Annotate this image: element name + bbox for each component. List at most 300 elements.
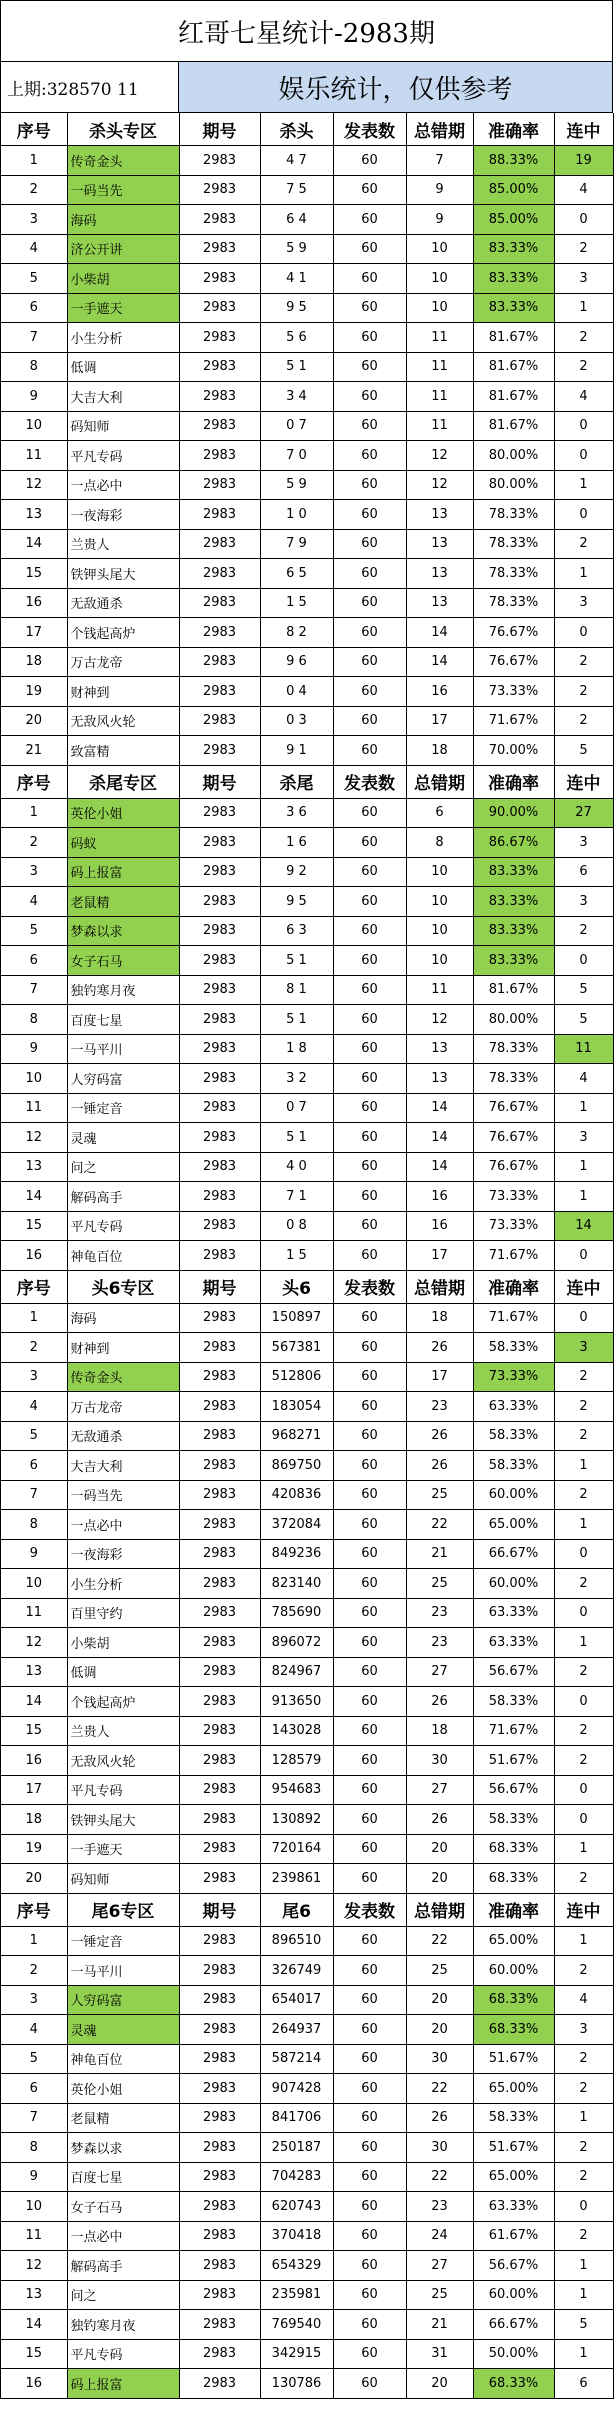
cell-count: 60 [333, 1362, 406, 1392]
cell-pick: 6 3 [260, 916, 333, 946]
cell-name: 问之 [67, 1152, 179, 1182]
cell-name: 小生分析 [67, 323, 179, 353]
cell-pick: 654329 [260, 2251, 333, 2281]
cell-count: 60 [333, 1687, 406, 1717]
cell-misses: 14 [406, 1093, 473, 1123]
cell-count: 60 [333, 2280, 406, 2310]
cell-issue: 2983 [179, 1152, 260, 1182]
cell-pick: 1 0 [260, 500, 333, 530]
cell-streak: 5 [554, 736, 613, 766]
cell-streak: 0 [554, 1805, 613, 1835]
cell-pick: 1 5 [260, 1241, 333, 1271]
cell-count: 60 [333, 828, 406, 858]
cell-index: 2 [1, 175, 67, 205]
cell-pick: 150897 [260, 1303, 333, 1333]
cell-name: 问之 [67, 2280, 179, 2310]
cell-count: 60 [333, 887, 406, 917]
cell-count: 60 [333, 234, 406, 264]
cell-issue: 2983 [179, 2280, 260, 2310]
cell-streak: 1 [554, 1510, 613, 1540]
cell-index: 3 [1, 1362, 67, 1392]
cell-issue: 2983 [179, 1005, 260, 1035]
cell-name: 百度七星 [67, 2162, 179, 2192]
column-header: 期号 [179, 765, 260, 798]
cell-misses: 25 [406, 1569, 473, 1599]
cell-issue: 2983 [179, 1333, 260, 1363]
cell-accuracy: 58.33% [473, 1687, 554, 1717]
cell-pick: 1 6 [260, 828, 333, 858]
cell-misses: 14 [406, 647, 473, 677]
cell-name: 英伦小姐 [67, 798, 179, 828]
cell-accuracy: 56.67% [473, 2251, 554, 2281]
cell-misses: 26 [406, 1687, 473, 1717]
cell-count: 60 [333, 1034, 406, 1064]
cell-index: 6 [1, 946, 67, 976]
cell-index: 5 [1, 2044, 67, 2074]
cell-misses: 12 [406, 1005, 473, 1035]
section-header-row [1, 113, 613, 146]
cell-streak: 1 [554, 1093, 613, 1123]
column-header: 总错期 [406, 1893, 473, 1926]
cell-streak: 5 [554, 1005, 613, 1035]
cell-misses: 24 [406, 2221, 473, 2251]
cell-misses: 16 [406, 677, 473, 707]
table-row [1, 736, 613, 766]
cell-streak: 2 [554, 2074, 613, 2104]
cell-streak: 0 [554, 1598, 613, 1628]
cell-pick: 6 4 [260, 205, 333, 235]
cell-accuracy: 83.33% [473, 293, 554, 323]
cell-accuracy: 68.33% [473, 1864, 554, 1894]
table-row [1, 1985, 613, 2015]
cell-streak: 2 [554, 2221, 613, 2251]
cell-misses: 27 [406, 2251, 473, 2281]
cell-count: 60 [333, 1241, 406, 1271]
cell-pick: 3 4 [260, 382, 333, 412]
cell-name: 兰贵人 [67, 529, 179, 559]
cell-pick: 769540 [260, 2310, 333, 2340]
cell-index: 11 [1, 441, 67, 471]
cell-index: 16 [1, 1241, 67, 1271]
cell-streak: 0 [554, 2192, 613, 2222]
cell-issue: 2983 [179, 1687, 260, 1717]
cell-accuracy: 78.33% [473, 559, 554, 589]
cell-issue: 2983 [179, 352, 260, 382]
cell-name: 码上报富 [67, 2369, 179, 2399]
cell-index: 15 [1, 559, 67, 589]
cell-count: 60 [333, 1864, 406, 1894]
cell-pick: 372084 [260, 1510, 333, 1540]
cell-pick: 4 1 [260, 264, 333, 294]
cell-accuracy: 78.33% [473, 529, 554, 559]
cell-name: 一马平川 [67, 1034, 179, 1064]
cell-streak: 2 [554, 529, 613, 559]
cell-issue: 2983 [179, 1775, 260, 1805]
cell-streak: 1 [554, 1152, 613, 1182]
cell-pick: 342915 [260, 2339, 333, 2369]
cell-streak: 0 [554, 1775, 613, 1805]
cell-pick: 620743 [260, 2192, 333, 2222]
cell-streak: 5 [554, 975, 613, 1005]
cell-index: 6 [1, 1451, 67, 1481]
cell-streak: 4 [554, 382, 613, 412]
cell-issue: 2983 [179, 1985, 260, 2015]
cell-accuracy: 71.67% [473, 1303, 554, 1333]
cell-index: 21 [1, 736, 67, 766]
cell-index: 10 [1, 2192, 67, 2222]
cell-issue: 2983 [179, 293, 260, 323]
cell-accuracy: 58.33% [473, 1333, 554, 1363]
cell-streak: 1 [554, 1182, 613, 1212]
cell-issue: 2983 [179, 1864, 260, 1894]
slogan-banner: 娱乐统计，仅供参考 [179, 62, 613, 112]
cell-issue: 2983 [179, 2192, 260, 2222]
cell-misses: 10 [406, 887, 473, 917]
cell-pick: 5 1 [260, 1123, 333, 1153]
cell-streak: 0 [554, 1241, 613, 1271]
table-row [1, 1657, 613, 1687]
table-row [1, 1598, 613, 1628]
cell-index: 6 [1, 2074, 67, 2104]
cell-misses: 6 [406, 798, 473, 828]
cell-accuracy: 71.67% [473, 1241, 554, 1271]
column-header: 连中 [554, 1270, 613, 1303]
table-row [1, 1421, 613, 1451]
cell-index: 16 [1, 2369, 67, 2399]
cell-streak: 1 [554, 2251, 613, 2281]
column-header: 杀尾专区 [67, 765, 179, 798]
cell-accuracy: 63.33% [473, 1392, 554, 1422]
table-row [1, 1093, 613, 1123]
cell-index: 20 [1, 706, 67, 736]
table-row [1, 1569, 613, 1599]
table-row [1, 887, 613, 917]
cell-pick: 0 4 [260, 677, 333, 707]
cell-misses: 12 [406, 470, 473, 500]
table-row [1, 1064, 613, 1094]
table-row [1, 2162, 613, 2192]
column-header: 尾6 [260, 1893, 333, 1926]
cell-count: 60 [333, 2015, 406, 2045]
cell-streak: 27 [554, 798, 613, 828]
cell-misses: 30 [406, 2044, 473, 2074]
table-row [1, 1805, 613, 1835]
cell-pick: 907428 [260, 2074, 333, 2104]
cell-accuracy: 58.33% [473, 1421, 554, 1451]
cell-pick: 1 5 [260, 588, 333, 618]
cell-index: 2 [1, 828, 67, 858]
table-row [1, 559, 613, 589]
cell-issue: 2983 [179, 2074, 260, 2104]
cell-index: 11 [1, 2221, 67, 2251]
cell-streak: 2 [554, 1716, 613, 1746]
table-row [1, 798, 613, 828]
cell-streak: 3 [554, 2015, 613, 2045]
column-header: 发表数 [333, 1893, 406, 1926]
cell-accuracy: 58.33% [473, 2103, 554, 2133]
cell-issue: 2983 [179, 1421, 260, 1451]
cell-misses: 10 [406, 293, 473, 323]
cell-index: 7 [1, 323, 67, 353]
cell-accuracy: 76.67% [473, 647, 554, 677]
cell-index: 14 [1, 1182, 67, 1212]
cell-name: 无敌风火轮 [67, 1746, 179, 1776]
cell-name: 平凡专码 [67, 1211, 179, 1241]
column-header: 连中 [554, 113, 613, 146]
table-row [1, 1864, 613, 1894]
cell-index: 5 [1, 916, 67, 946]
cell-issue: 2983 [179, 264, 260, 294]
cell-count: 60 [333, 500, 406, 530]
cell-count: 60 [333, 1392, 406, 1422]
table-row [1, 1926, 613, 1956]
cell-index: 17 [1, 1775, 67, 1805]
cell-misses: 20 [406, 2369, 473, 2399]
cell-accuracy: 80.00% [473, 441, 554, 471]
cell-count: 60 [333, 529, 406, 559]
cell-streak: 1 [554, 2103, 613, 2133]
cell-streak: 0 [554, 500, 613, 530]
cell-index: 14 [1, 529, 67, 559]
cell-issue: 2983 [179, 1926, 260, 1956]
cell-accuracy: 51.67% [473, 2133, 554, 2163]
cell-issue: 2983 [179, 1657, 260, 1687]
cell-misses: 10 [406, 946, 473, 976]
table-row [1, 1241, 613, 1271]
cell-pick: 8 1 [260, 975, 333, 1005]
table-row [1, 1775, 613, 1805]
cell-name: 个钱起高炉 [67, 618, 179, 648]
cell-count: 60 [333, 706, 406, 736]
cell-streak: 3 [554, 588, 613, 618]
cell-accuracy: 71.67% [473, 1716, 554, 1746]
cell-streak: 0 [554, 411, 613, 441]
cell-issue: 2983 [179, 2339, 260, 2369]
cell-streak: 5 [554, 2310, 613, 2340]
cell-count: 60 [333, 264, 406, 294]
cell-count: 60 [333, 916, 406, 946]
cell-pick: 968271 [260, 1421, 333, 1451]
cell-name: 无敌风火轮 [67, 706, 179, 736]
cell-name: 大吉大利 [67, 382, 179, 412]
cell-streak: 2 [554, 677, 613, 707]
cell-name: 一夜海彩 [67, 1539, 179, 1569]
column-header: 总错期 [406, 113, 473, 146]
cell-index: 7 [1, 1480, 67, 1510]
column-header: 尾6专区 [67, 1893, 179, 1926]
cell-accuracy: 81.67% [473, 323, 554, 353]
cell-index: 18 [1, 647, 67, 677]
cell-count: 60 [333, 1005, 406, 1035]
cell-issue: 2983 [179, 798, 260, 828]
cell-index: 13 [1, 500, 67, 530]
cell-name: 独钓寒月夜 [67, 2310, 179, 2340]
table-row [1, 2103, 613, 2133]
cell-misses: 16 [406, 1211, 473, 1241]
table-row [1, 2015, 613, 2045]
cell-streak: 2 [554, 1569, 613, 1599]
cell-name: 传奇金头 [67, 146, 179, 176]
stats-table [1, 113, 614, 2399]
cell-name: 平凡专码 [67, 441, 179, 471]
cell-accuracy: 78.33% [473, 500, 554, 530]
column-header: 发表数 [333, 765, 406, 798]
cell-issue: 2983 [179, 1211, 260, 1241]
cell-name: 小柴胡 [67, 1628, 179, 1658]
cell-index: 12 [1, 1123, 67, 1153]
cell-accuracy: 65.00% [473, 1926, 554, 1956]
cell-streak: 1 [554, 1451, 613, 1481]
cell-count: 60 [333, 146, 406, 176]
column-header: 连中 [554, 765, 613, 798]
cell-misses: 13 [406, 559, 473, 589]
info-row [1, 62, 613, 113]
cell-pick: 6 5 [260, 559, 333, 589]
cell-name: 小柴胡 [67, 264, 179, 294]
cell-pick: 824967 [260, 1657, 333, 1687]
cell-streak: 3 [554, 1333, 613, 1363]
cell-name: 码知师 [67, 411, 179, 441]
cell-issue: 2983 [179, 1628, 260, 1658]
table-row [1, 234, 613, 264]
cell-count: 60 [333, 1956, 406, 1986]
cell-pick: 5 6 [260, 323, 333, 353]
cell-accuracy: 73.33% [473, 1182, 554, 1212]
cell-index: 4 [1, 2015, 67, 2045]
cell-pick: 7 0 [260, 441, 333, 471]
cell-index: 12 [1, 470, 67, 500]
cell-name: 传奇金头 [67, 1362, 179, 1392]
table-row [1, 1628, 613, 1658]
column-header: 总错期 [406, 765, 473, 798]
cell-accuracy: 61.67% [473, 2221, 554, 2251]
cell-index: 8 [1, 352, 67, 382]
cell-index: 14 [1, 2310, 67, 2340]
cell-issue: 2983 [179, 588, 260, 618]
cell-accuracy: 50.00% [473, 2339, 554, 2369]
section-header-row [1, 765, 613, 798]
table-row [1, 441, 613, 471]
cell-name: 一手遮天 [67, 293, 179, 323]
cell-accuracy: 56.67% [473, 1657, 554, 1687]
cell-issue: 2983 [179, 706, 260, 736]
cell-misses: 22 [406, 1926, 473, 1956]
cell-misses: 22 [406, 1510, 473, 1540]
column-header: 序号 [1, 1270, 67, 1303]
cell-name: 码知师 [67, 1864, 179, 1894]
table-row [1, 2369, 613, 2399]
cell-index: 3 [1, 857, 67, 887]
cell-index: 9 [1, 1539, 67, 1569]
cell-misses: 31 [406, 2339, 473, 2369]
cell-count: 60 [333, 1926, 406, 1956]
cell-issue: 2983 [179, 1064, 260, 1094]
cell-streak: 1 [554, 1926, 613, 1956]
cell-index: 1 [1, 146, 67, 176]
cell-misses: 26 [406, 1451, 473, 1481]
cell-accuracy: 70.00% [473, 736, 554, 766]
cell-issue: 2983 [179, 618, 260, 648]
cell-name: 灵魂 [67, 1123, 179, 1153]
cell-accuracy: 51.67% [473, 2044, 554, 2074]
table-row [1, 175, 613, 205]
cell-index: 18 [1, 1805, 67, 1835]
cell-count: 60 [333, 2103, 406, 2133]
cell-misses: 30 [406, 2133, 473, 2163]
cell-pick: 5 9 [260, 470, 333, 500]
cell-misses: 25 [406, 1956, 473, 1986]
cell-misses: 17 [406, 706, 473, 736]
cell-pick: 9 2 [260, 857, 333, 887]
cell-misses: 18 [406, 1716, 473, 1746]
cell-index: 1 [1, 1303, 67, 1333]
cell-accuracy: 81.67% [473, 382, 554, 412]
cell-count: 60 [333, 647, 406, 677]
cell-count: 60 [333, 441, 406, 471]
cell-name: 神龟百位 [67, 1241, 179, 1271]
table-row [1, 677, 613, 707]
column-header: 期号 [179, 113, 260, 146]
cell-streak: 4 [554, 1064, 613, 1094]
cell-name: 一码当先 [67, 175, 179, 205]
cell-streak: 1 [554, 2280, 613, 2310]
cell-misses: 27 [406, 1775, 473, 1805]
cell-misses: 20 [406, 1985, 473, 2015]
cell-pick: 8 2 [260, 618, 333, 648]
table-row [1, 2221, 613, 2251]
table-row [1, 2192, 613, 2222]
cell-pick: 183054 [260, 1392, 333, 1422]
cell-count: 60 [333, 588, 406, 618]
cell-misses: 20 [406, 2015, 473, 2045]
cell-misses: 13 [406, 1034, 473, 1064]
cell-streak: 4 [554, 175, 613, 205]
cell-index: 10 [1, 411, 67, 441]
cell-accuracy: 76.67% [473, 1093, 554, 1123]
cell-misses: 14 [406, 618, 473, 648]
cell-pick: 0 8 [260, 1211, 333, 1241]
table-row [1, 2074, 613, 2104]
cell-misses: 20 [406, 1864, 473, 1894]
cell-index: 3 [1, 1985, 67, 2015]
cell-misses: 13 [406, 529, 473, 559]
cell-misses: 26 [406, 1421, 473, 1451]
cell-issue: 2983 [179, 1480, 260, 1510]
cell-index: 14 [1, 1687, 67, 1717]
cell-name: 无敌通杀 [67, 1421, 179, 1451]
cell-issue: 2983 [179, 1746, 260, 1776]
cell-name: 海码 [67, 205, 179, 235]
cell-misses: 11 [406, 975, 473, 1005]
cell-accuracy: 65.00% [473, 1510, 554, 1540]
cell-name: 一手遮天 [67, 1834, 179, 1864]
cell-index: 1 [1, 798, 67, 828]
cell-index: 12 [1, 2251, 67, 2281]
cell-count: 60 [333, 352, 406, 382]
cell-count: 60 [333, 293, 406, 323]
cell-name: 个钱起高炉 [67, 1687, 179, 1717]
cell-misses: 10 [406, 916, 473, 946]
cell-name: 独钓寒月夜 [67, 975, 179, 1005]
cell-issue: 2983 [179, 1241, 260, 1271]
cell-misses: 26 [406, 1333, 473, 1363]
cell-misses: 27 [406, 1657, 473, 1687]
cell-accuracy: 51.67% [473, 1746, 554, 1776]
cell-issue: 2983 [179, 234, 260, 264]
cell-misses: 23 [406, 1628, 473, 1658]
cell-index: 20 [1, 1864, 67, 1894]
cell-misses: 25 [406, 1480, 473, 1510]
